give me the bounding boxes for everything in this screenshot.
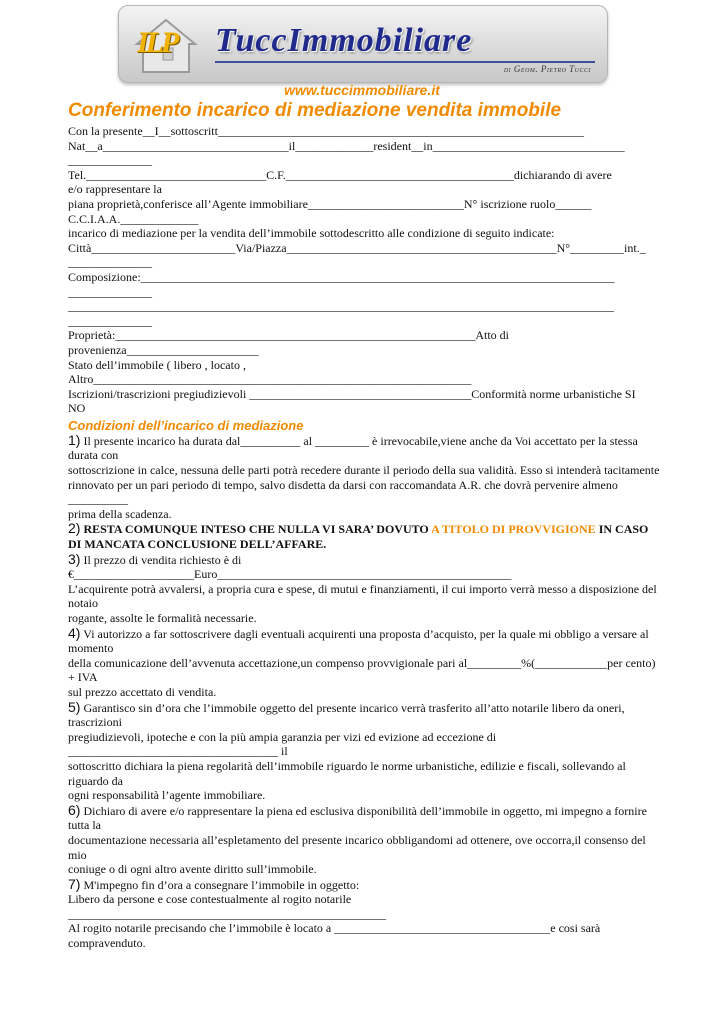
form-line[interactable]: ___________________________________________________________________________________________	[68, 299, 614, 314]
condition-text: IN CASO DI MANCATA CONCLUSIONE DELL’AFFARE.	[68, 522, 649, 552]
condition-text: pregiudizievoli, ipoteche e con la più ampia garanzia per vizi ed evizione ad eccezione di	[68, 729, 497, 744]
form-line[interactable]: C.C.I.A.A._____________	[68, 211, 199, 226]
form-line[interactable]: Nat__a_______________________________il_____________resident__in________________________________	[68, 138, 625, 153]
brand-logo	[118, 5, 608, 83]
condition-number: 2)	[68, 520, 81, 537]
condition-2	[68, 521, 660, 551]
condition-number: 6)	[68, 801, 81, 818]
exception-field[interactable]: ___________________________________ il	[68, 744, 288, 759]
form-line[interactable]: ______________	[68, 313, 152, 328]
condition-text[interactable]: Il presente incarico ha durata dal__________ al _________ è irrevocabile,viene anche da Voi accettato per la stessa durata con	[68, 433, 638, 463]
condition-text: coniuge o di ogni altro avente diritto sull’immobile.	[68, 862, 317, 877]
condition-1	[68, 433, 660, 522]
condition-5	[68, 700, 660, 803]
form-fields	[68, 124, 660, 416]
condition-text: RESTA COMUNQUE INTESO CHE NULLA VI SARA’ DOVUTO	[83, 522, 432, 537]
condition-number: 7)	[68, 875, 81, 892]
website-link[interactable]: www.tuccimmobiliare.it	[284, 82, 440, 98]
condition-text[interactable]: rinnovato per un pari periodo di tempo, salvo disdetta da darsi con raccomandata A.R. che dovrà pervenire almeno __________	[68, 477, 618, 507]
blank-field[interactable]: _____________________________________________________	[68, 906, 386, 921]
document-title: Conferimento incarico di mediazione vendita immobile	[68, 100, 562, 121]
brand-name: TuccImmobiliare	[215, 22, 473, 59]
condition-text: sottoscritto dichiara la piena regolarità dell’immobile riguardo le norme urbanistiche, edilizie e fiscali, sollevando al riguardo da	[68, 758, 626, 788]
form-line[interactable]: Città________________________Via/Piazza_____________________________________________N°_________int._	[68, 240, 646, 255]
condition-7	[68, 877, 660, 951]
condition-text: sul prezzo accettato di vendita.	[68, 684, 217, 699]
condition-text: prima della scadenza.	[68, 506, 172, 521]
form-line[interactable]: Iscrizioni/trascrizioni pregiudizievoli _____________________________________Conformità norme urbanistiche SI	[68, 386, 636, 401]
condition-text: ogni responsabilità l’agente immobiliare.	[68, 788, 266, 803]
conditions-title: Condizioni dell’incarico di mediazione	[68, 417, 304, 433]
form-line: Stato dell’immobile ( libero , locato ,	[68, 357, 246, 372]
condition-text: M'impegno fin d’ora a consegnare l’immobile in oggetto:	[83, 877, 360, 892]
condition-text: Vi autorizzo a far sottoscrivere dagli eventuali acquirenti una proposta d’acquisto, per la quale mi obbligo a versare al momento	[68, 626, 649, 656]
form-line[interactable]: provenienza______________________	[68, 342, 259, 357]
logo-tagline: di Geom. Pietro Tucci	[503, 64, 591, 74]
condition-number: 1)	[68, 431, 81, 448]
logo-initials: ILP	[137, 26, 177, 59]
condition-text: rogante, assolte le formalità necessarie.	[68, 611, 257, 625]
condition-text: Garantisco sin d’ora che l’immobile oggetto del presente incarico verrà trasferito all’atto notarile libero da oneri, trascrizioni	[68, 700, 625, 730]
form-line[interactable]: Con la presente__I__sottoscritt_____________________________________________________________	[68, 124, 584, 138]
condition-text: Dichiaro di avere e/o rappresentare la piena ed esclusiva disponibilità dell’immobile in oggetto, mi impegno a fornire tutta la	[68, 803, 647, 833]
condition-text: Libero da persone e cose contestualmente al rogito notarile	[68, 892, 352, 907]
form-line[interactable]: Proprietà:____________________________________________________________Atto di	[68, 328, 509, 343]
condition-4	[68, 626, 660, 700]
form-line: incarico di mediazione per la vendita dell’immobile sottodescritto alle condizione di seguito indicate:	[68, 226, 555, 241]
form-line[interactable]: Altro_______________________________________________________________	[68, 372, 472, 387]
condition-number: 5)	[68, 698, 81, 715]
document-body	[68, 124, 660, 951]
commission-field[interactable]: della comunicazione dell’avvenuta accettazione,un compenso provvigionale pari al_________%(____________per cento) + IVA	[68, 655, 656, 685]
form-line[interactable]: ______________	[68, 255, 152, 270]
form-line[interactable]: Tel.______________________________C.F.______________________________________dichiarando di avere	[68, 167, 612, 182]
price-field[interactable]: €____________________Euro_________________________________________________	[68, 567, 512, 582]
condition-text: L’acquirente potrà avvalersi, a propria cura e spese, di mutui e finanziamenti, il cui importo verrà messo a disposizione del notaio	[68, 581, 657, 611]
condition-6	[68, 803, 660, 877]
form-line[interactable]: ______________	[68, 284, 152, 299]
condition-number: 4)	[68, 624, 81, 641]
form-line[interactable]: Composizione:_______________________________________________________________________________	[68, 269, 615, 284]
condition-text: sottoscrizione in calce, nessuna delle parti potrà recedere durante il periodo della sua validità. Esso si intenderà tacitamente	[68, 463, 660, 478]
condition-number: 3)	[68, 550, 81, 567]
condition-3	[68, 552, 660, 626]
form-line[interactable]: ______________	[68, 153, 152, 168]
commission-highlight: A TITOLO DI PROVVIGIONE	[431, 522, 596, 537]
condition-text: documentazione necessaria all’espletamento del presente incarico obbligandomi ad ottenere, ove occorra,il consenso del mio	[68, 832, 646, 862]
form-line: e/o rappresentare la	[68, 182, 162, 197]
tenant-field[interactable]: Al rogito notarile precisando che l’immobile è locato a ____________________________________e cosi sarà compravenduto.	[68, 921, 601, 951]
logo-divider	[215, 61, 595, 63]
form-line[interactable]: NO	[68, 401, 86, 416]
condition-text: Il prezzo di vendita richiesto è di	[83, 552, 242, 567]
form-line[interactable]: piana proprietà,conferisce all’Agente immobiliare__________________________N° iscrizione ruolo______	[68, 196, 592, 211]
